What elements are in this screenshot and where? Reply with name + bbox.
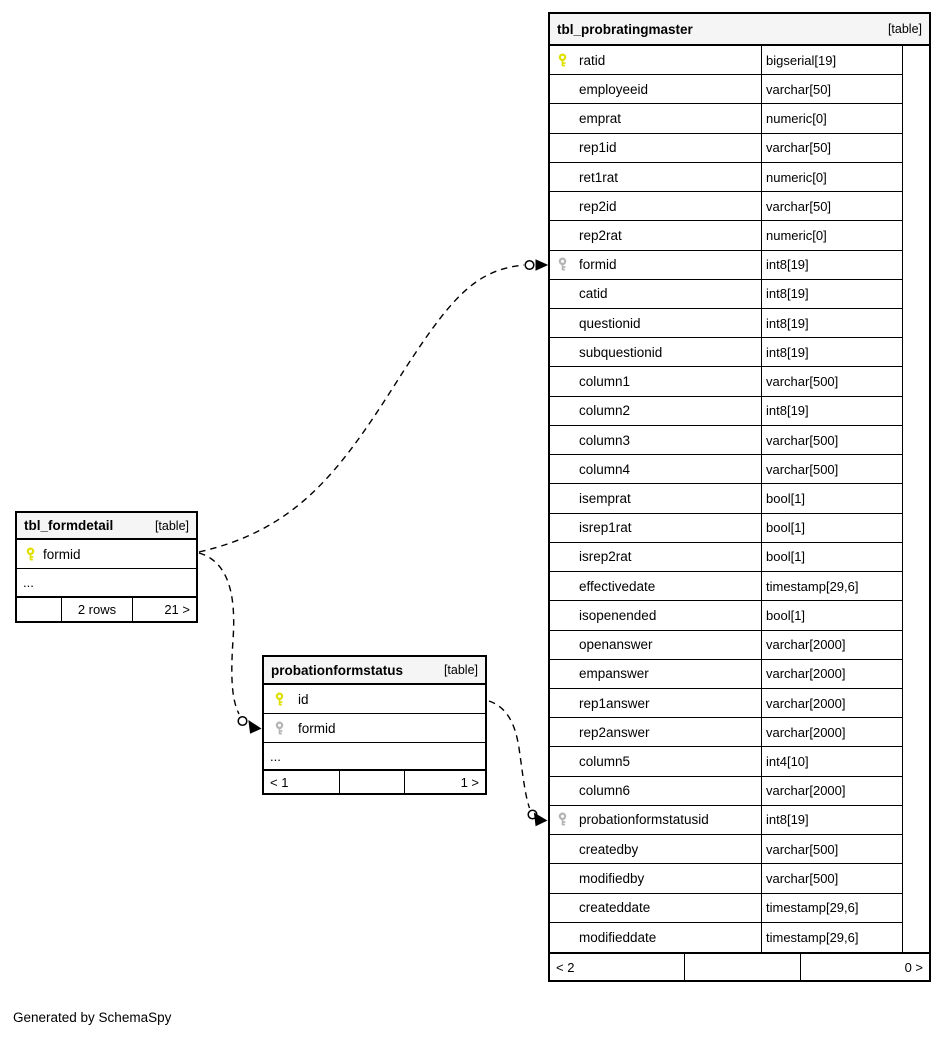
table-row — [264, 685, 485, 714]
generator-credit: Generated by SchemaSpy — [13, 1010, 172, 1025]
table-row — [550, 806, 929, 835]
row-count — [340, 771, 405, 793]
column-name: rep1answer — [579, 695, 650, 711]
column-name: column6 — [579, 783, 631, 799]
column-type: varchar[2000] — [762, 631, 903, 660]
column-type: int8[19] — [762, 251, 903, 280]
table-tbl_formdetail — [15, 511, 198, 623]
column-name: isopenended — [579, 607, 657, 623]
edge-formdetail-formid-to-probationformstatus-formid — [199, 553, 261, 733]
column-type: bool[1] — [762, 601, 903, 630]
foreign-key-icon — [557, 257, 568, 272]
column-type: varchar[50] — [762, 134, 903, 163]
column-type: bool[1] — [762, 514, 903, 543]
row-count: 2 rows — [62, 598, 133, 621]
column-type: int8[19] — [762, 806, 903, 835]
table-name[interactable]: probationformstatus — [271, 662, 404, 678]
table-header — [264, 657, 485, 685]
table-row — [550, 894, 929, 923]
column-type: varchar[500] — [762, 835, 903, 864]
column-name: rep2answer — [579, 724, 650, 740]
column-type: int8[19] — [762, 309, 903, 338]
column-type: timestamp[29,6] — [762, 923, 903, 952]
column-name: rep2rat — [579, 227, 622, 243]
column-type: bigserial[19] — [762, 46, 903, 75]
children-count: < 1 — [264, 771, 340, 793]
parents-count: 1 > — [460, 774, 479, 790]
column-name: ratid — [579, 52, 606, 68]
edge-probationformstatus-id-to-probratingmaster-probationformstatusid — [489, 701, 547, 826]
table-row — [550, 864, 929, 893]
table-row — [550, 923, 929, 952]
column-name: createdby — [579, 841, 639, 857]
column-type: numeric[0] — [762, 221, 903, 250]
column-type: varchar[50] — [762, 75, 903, 104]
table-row — [550, 397, 929, 426]
column-name: formid — [579, 257, 617, 273]
foreign-key-icon — [557, 812, 568, 827]
column-type: timestamp[29,6] — [762, 572, 903, 601]
more-columns-indicator: ... — [23, 575, 34, 590]
table-row — [550, 75, 929, 104]
column-type: varchar[2000] — [762, 660, 903, 689]
column-name: rep1id — [579, 140, 617, 156]
column-type: bool[1] — [762, 543, 903, 572]
table-row — [550, 163, 929, 192]
column-name: modifiedby — [579, 870, 645, 886]
table-row — [550, 192, 929, 221]
parents-count: 21 > — [164, 602, 190, 617]
table-row — [264, 714, 485, 743]
table-name[interactable]: tbl_formdetail — [24, 518, 114, 533]
foreign-key-icon — [274, 721, 285, 736]
table-row — [550, 426, 929, 455]
edge-port-strip — [903, 46, 929, 75]
table-type-badge: [table] — [443, 663, 478, 677]
table-footer — [17, 596, 196, 621]
parents-count: 0 > — [904, 959, 923, 975]
primary-key-icon — [557, 53, 568, 68]
column-type: timestamp[29,6] — [762, 894, 903, 923]
column-name: formid — [298, 720, 336, 736]
arrowhead-icon — [536, 260, 547, 270]
table-probationformstatus — [262, 655, 487, 795]
column-type: numeric[0] — [762, 163, 903, 192]
column-name: questionid — [579, 315, 641, 331]
table-footer — [264, 769, 485, 793]
table-row — [550, 484, 929, 513]
column-name: rep2id — [579, 198, 617, 214]
row-count — [685, 954, 801, 980]
column-name: emprat — [579, 111, 622, 127]
table-row — [550, 835, 929, 864]
children-count — [17, 598, 62, 621]
table-row — [550, 46, 929, 75]
column-name: ret1rat — [579, 169, 619, 185]
table-row — [550, 280, 929, 309]
table-row — [550, 601, 929, 630]
table-footer — [550, 952, 929, 980]
table-row — [550, 367, 929, 396]
column-type: bool[1] — [762, 484, 903, 513]
table-row — [550, 543, 929, 572]
table-row — [550, 221, 929, 250]
column-name: column1 — [579, 374, 631, 390]
column-type: varchar[2000] — [762, 718, 903, 747]
primary-key-icon — [274, 692, 285, 707]
column-name: isrep2rat — [579, 549, 632, 565]
column-type: varchar[2000] — [762, 689, 903, 718]
zero-or-one-circle — [525, 261, 534, 270]
zero-or-one-circle — [238, 717, 247, 726]
column-name: createddate — [579, 900, 651, 916]
column-type: int8[19] — [762, 338, 903, 367]
column-name: isrep1rat — [579, 520, 632, 536]
column-name: column5 — [579, 754, 631, 770]
arrowhead-icon — [535, 814, 547, 826]
column-name: openanswer — [579, 637, 653, 653]
table-type-badge: [table] — [154, 518, 189, 533]
column-name: subquestionid — [579, 344, 663, 360]
table-row — [550, 455, 929, 484]
column-type: varchar[500] — [762, 455, 903, 484]
edge-formdetail-formid-to-probratingmaster-formid — [199, 260, 547, 552]
column-type: varchar[50] — [762, 192, 903, 221]
table-header — [550, 14, 929, 46]
column-name: isemprat — [579, 490, 631, 506]
column-type: numeric[0] — [762, 104, 903, 133]
table-row — [550, 660, 929, 689]
column-type: varchar[500] — [762, 864, 903, 893]
column-type: varchar[500] — [762, 426, 903, 455]
table-row — [550, 309, 929, 338]
column-name: employeeid — [579, 81, 649, 97]
table-row — [550, 777, 929, 806]
table-tbl_probratingmaster — [548, 12, 931, 982]
column-type: varchar[500] — [762, 367, 903, 396]
table-row — [550, 134, 929, 163]
arrowhead-icon — [249, 721, 261, 733]
column-name: column3 — [579, 432, 631, 448]
column-name: column2 — [579, 403, 631, 419]
table-name[interactable]: tbl_probratingmaster — [557, 21, 693, 37]
table-type-badge: [table] — [887, 22, 922, 36]
column-type: int8[19] — [762, 280, 903, 309]
table-row — [550, 251, 929, 280]
column-name: empanswer — [579, 666, 649, 682]
table-row — [550, 338, 929, 367]
column-rows — [550, 46, 929, 952]
column-name: catid — [579, 286, 608, 302]
table-row — [550, 747, 929, 776]
table-row — [550, 689, 929, 718]
table-header — [17, 513, 196, 540]
column-type: varchar[2000] — [762, 777, 903, 806]
table-row — [17, 540, 196, 569]
primary-key-icon — [25, 547, 36, 562]
table-row — [550, 514, 929, 543]
column-type: int8[19] — [762, 397, 903, 426]
column-name: formid — [43, 546, 81, 562]
column-name: id — [298, 691, 309, 707]
more-columns-indicator: ... — [270, 748, 281, 764]
column-type: int4[10] — [762, 747, 903, 776]
table-row — [550, 718, 929, 747]
table-row — [550, 631, 929, 660]
table-row — [550, 572, 929, 601]
children-count: < 2 — [550, 954, 685, 980]
column-name: effectivedate — [579, 578, 656, 594]
table-row — [550, 104, 929, 133]
column-name: probationformstatusid — [579, 812, 709, 828]
column-name: column4 — [579, 461, 631, 477]
column-name: modifieddate — [579, 929, 657, 945]
